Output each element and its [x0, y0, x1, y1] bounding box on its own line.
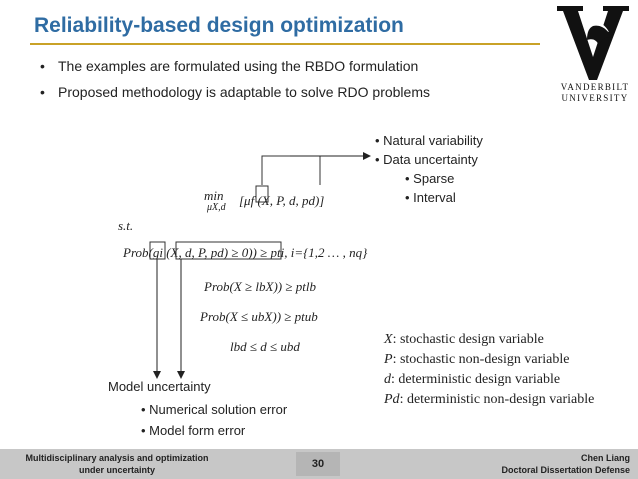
footer-right-line2: Doctoral Dissertation Defense	[501, 465, 630, 475]
objective-expression: [μf (X, P, d, pd)]	[239, 193, 325, 208]
model-uncertainty-title: Model uncertainty	[108, 379, 211, 394]
footer-right-line1: Chen Liang	[581, 453, 630, 463]
definition-symbol: Pd	[384, 392, 400, 407]
bullet-icon: •	[40, 58, 45, 74]
constraint-upper-bound: Prob(X ≤ ubX)) ≥ ptub	[200, 309, 318, 324]
footer-right	[420, 452, 630, 476]
logo-text-line2: UNIVERSITY	[561, 93, 629, 103]
annotation-data-uncertainty: • Data uncertainty	[375, 152, 478, 167]
annotation-interval: • Interval	[405, 190, 456, 205]
annotation-numerical-error: • Numerical solution error	[141, 402, 288, 417]
definition-text: : stochastic design variable	[392, 332, 544, 347]
annotation-sparse: • Sparse	[405, 171, 455, 186]
definition-row	[384, 352, 594, 372]
bullet-text: Proposed methodology is adaptable to solve RDO problems	[58, 84, 430, 100]
footer-left	[12, 452, 222, 476]
definition-row	[384, 332, 594, 352]
definition-row	[384, 392, 594, 412]
definition-row	[384, 372, 594, 392]
slide-title: Reliability-based design optimization	[34, 14, 404, 37]
constraint-lower-bound: Prob(X ≥ lbX)) ≥ ptlb	[204, 279, 316, 294]
footer-left-line2: under uncertainty	[78, 465, 155, 475]
definition-text: : deterministic design variable	[391, 372, 561, 387]
bracket-line	[262, 156, 320, 185]
annotation-model-form-error: • Model form error	[141, 423, 246, 438]
subject-to: s.t.	[118, 218, 134, 233]
logo-text-line1: VANDERBILT	[560, 82, 630, 92]
bullet-icon: •	[40, 84, 45, 100]
definition-text: : deterministic non-design variable	[399, 392, 595, 407]
highlight-box-equals-zero	[176, 242, 281, 259]
highlight-box-g-i	[150, 242, 165, 259]
definition-symbol: d	[384, 372, 391, 387]
objective-min: min	[204, 188, 224, 203]
annotation-natural-variability: • Natural variability	[375, 133, 483, 148]
objective-subscript: μX,d	[207, 202, 226, 213]
bullet-text: The examples are formulated using the RBDO formulation	[58, 58, 419, 74]
variable-definitions	[384, 332, 594, 412]
definition-text: : stochastic non-design variable	[392, 352, 570, 367]
constraint-reliability: Prob(gi (X, d, P, pd) ≥ 0)) ≥ pti, i={1,2 … , nq}	[123, 245, 368, 260]
definition-symbol: P	[384, 352, 393, 367]
footer-left-line1: Multidisciplinary analysis and optimization	[25, 453, 209, 463]
constraint-deterministic-bounds: lbd ≤ d ≤ ubd	[230, 339, 300, 354]
highlight-box-mu-f	[256, 186, 268, 202]
definition-symbol: X	[384, 332, 393, 347]
page-number: 30	[296, 452, 340, 476]
